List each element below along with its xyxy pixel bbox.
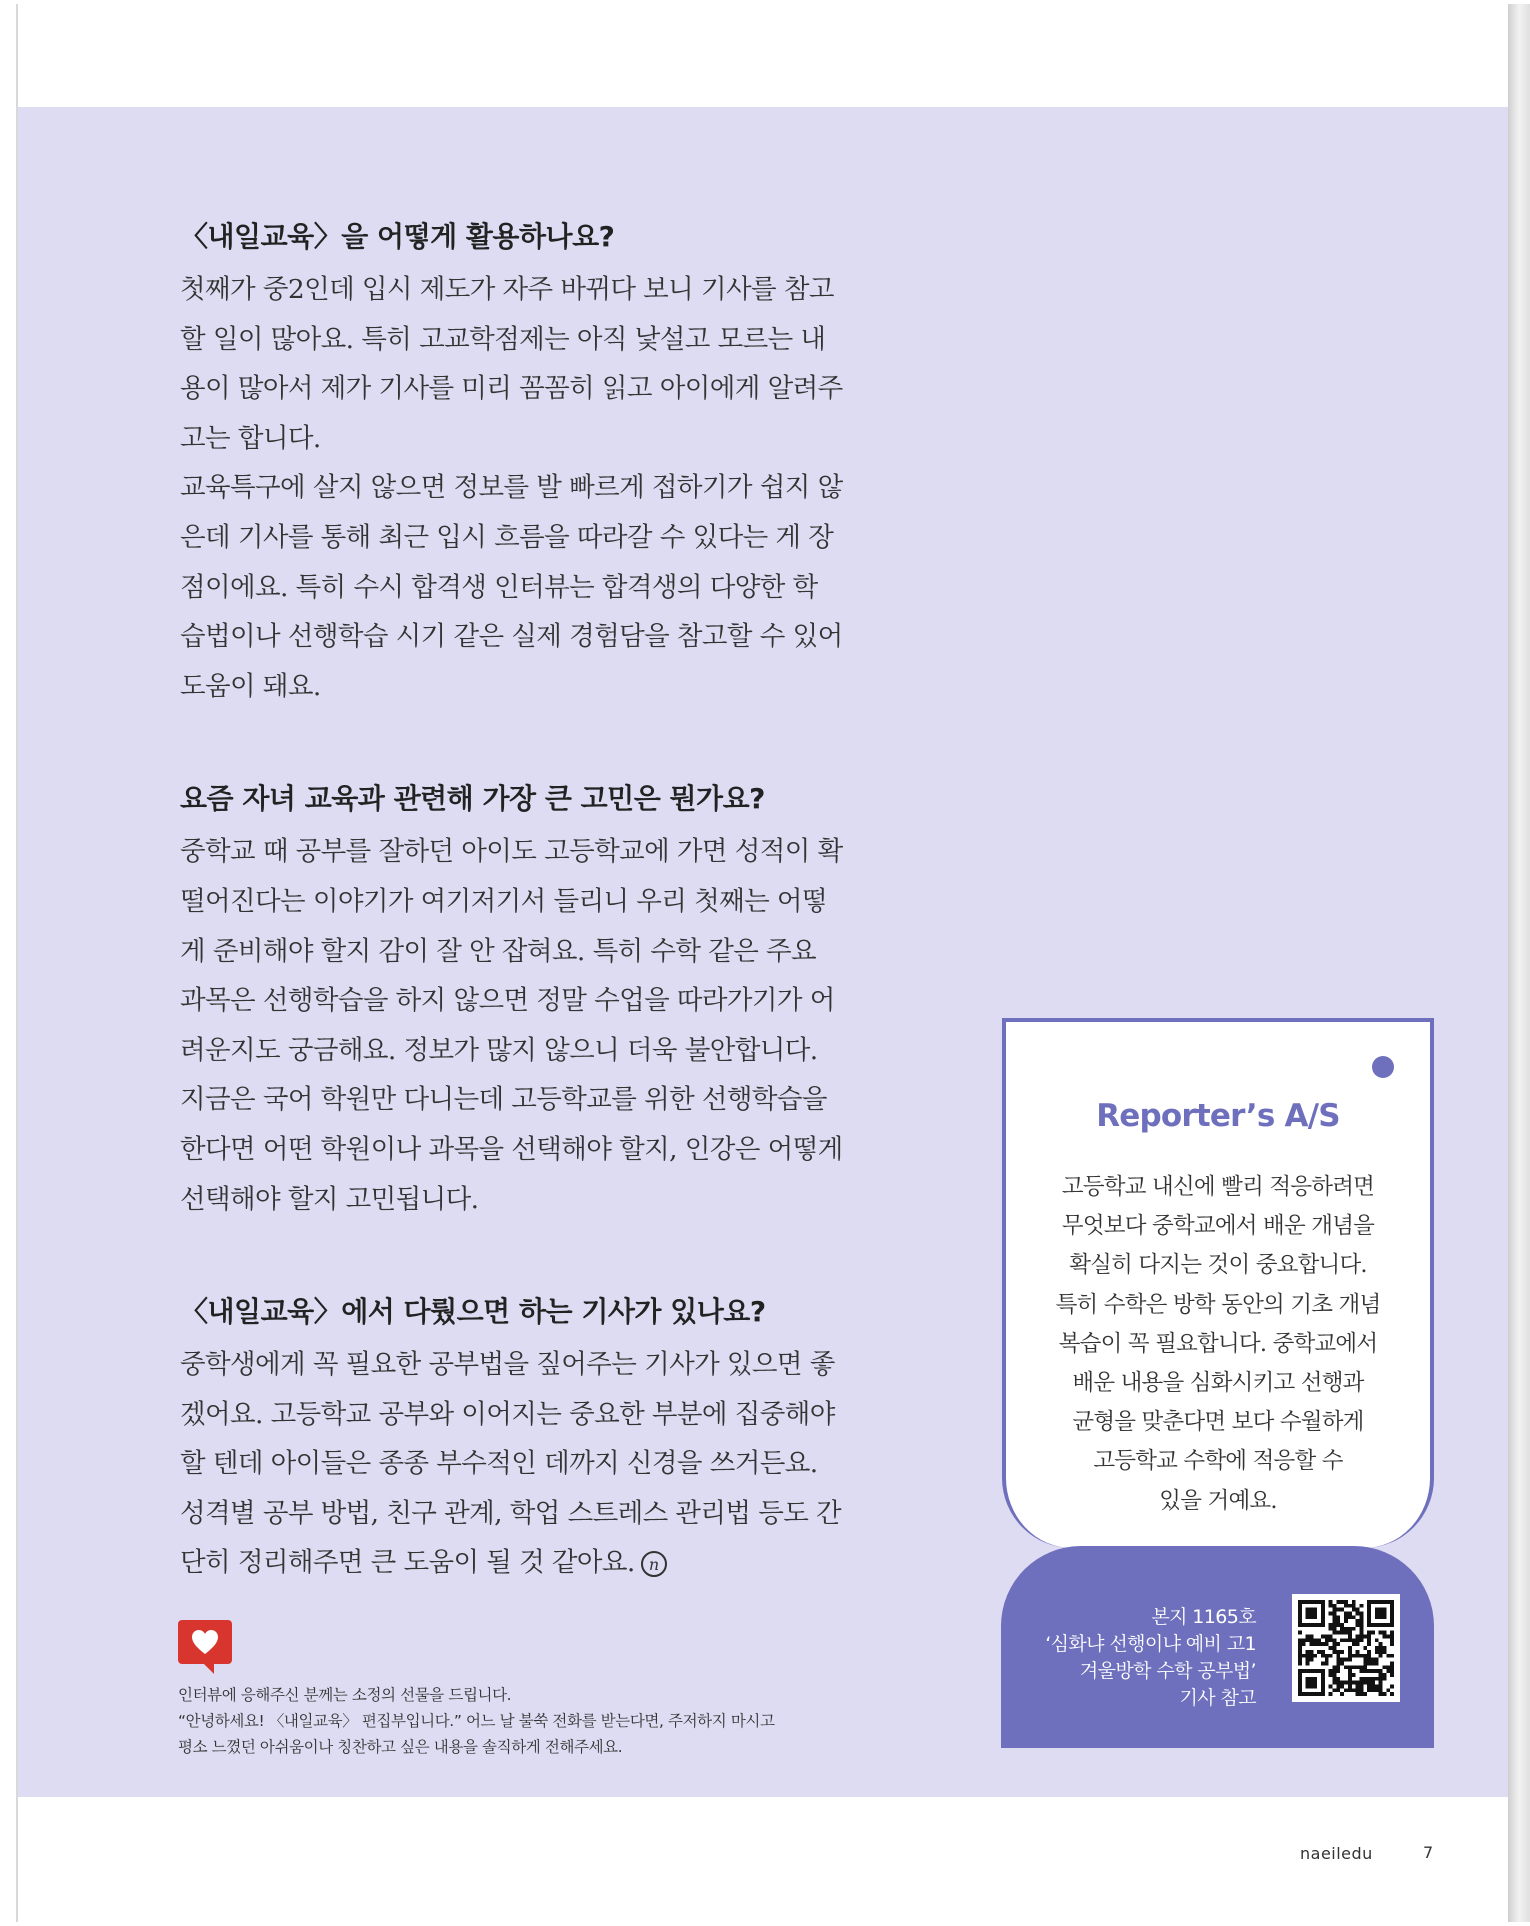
as-body-line: 고등학교 수학에 적응할 수 — [1093, 1448, 1343, 1475]
reference-line: 기사 참고 — [1179, 1687, 1256, 1709]
heart-icon — [178, 1620, 232, 1664]
answer-1-line-3: 용이 많아서 제가 기사를 미리 꼼꼼히 읽고 아이에게 알려주 — [180, 373, 843, 405]
answer-1-line-9: 도움이 돼요. — [180, 670, 321, 702]
as-body-line: 복습이 꼭 필요합니다. 중학교에서 — [1058, 1330, 1378, 1357]
as-body-line: 균형을 맞춘다면 보다 수월하게 — [1072, 1409, 1364, 1436]
answer-3-line-2: 겠어요. 고등학교 공부와 이어지는 중요한 부분에 집중해야 — [180, 1398, 835, 1430]
interview-column — [180, 215, 850, 1588]
answer-2-line-7: 한다면 어떤 학원이나 과목을 선택해야 할지, 인강은 어떻게 — [180, 1133, 843, 1165]
answer-2-line-2: 떨어진다는 이야기가 여기저기서 들리니 우리 첫째는 어떻 — [180, 885, 827, 917]
qr-code-icon[interactable] — [1292, 1594, 1400, 1702]
answer-3-line-3: 할 텐데 아이들은 종종 부수적인 데까지 신경을 쓰거든요. — [180, 1448, 818, 1480]
reporter-as-card — [1002, 1018, 1434, 1548]
end-mark-icon: n — [641, 1551, 667, 1577]
reference-line: ‘심화냐 선행이냐 예비 고1 — [1045, 1633, 1256, 1655]
reporter-as-body — [1006, 1168, 1430, 1521]
reference-box — [1001, 1546, 1434, 1748]
page-number: 7 — [1423, 1843, 1434, 1862]
answer-2-line-1: 중학교 때 공부를 잘하던 아이도 고등학교에 가면 성적이 확 — [180, 836, 843, 868]
qa-block-2 — [180, 777, 850, 1224]
reference-line: 겨울방학 수학 공부법’ — [1079, 1660, 1256, 1682]
qa-block-3 — [180, 1290, 850, 1588]
notice-line-2: “안녕하세요! 〈내일교육〉 편집부입니다.” 어느 날 불쑥 전화를 받는다면, 주저하지 마시고 — [178, 1712, 775, 1730]
answer-1-line-7: 점이에요. 특히 수시 합격생 인터뷰는 합격생의 다양한 학 — [180, 571, 818, 603]
answer-1-line-2: 할 일이 많아요. 특히 고교학점제는 아직 낯설고 모르는 내 — [180, 323, 826, 355]
as-body-line: 있을 거예요. — [1159, 1487, 1277, 1514]
answer-3-line-1: 중학생에게 꼭 필요한 공부법을 짚어주는 기사가 있으면 좋 — [180, 1349, 835, 1381]
as-body-line: 특히 수학은 방학 동안의 기초 개념 — [1055, 1291, 1381, 1318]
answer-3-line-5-text: 단히 정리해주면 큰 도움이 될 것 같아요. — [180, 1547, 635, 1579]
answer-2-line-6: 지금은 국어 학원만 다니는데 고등학교를 위한 선행학습을 — [180, 1084, 827, 1116]
answer-1-line-4: 고는 합니다. — [180, 422, 321, 454]
answer-2-line-3: 게 준비해야 할지 감이 잘 안 잡혀요. 특히 수학 같은 주요 — [180, 935, 817, 967]
answer-1-line-1: 첫째가 중2인데 입시 제도가 자주 바뀌다 보니 기사를 참고 — [180, 274, 834, 305]
answer-3-line-4: 성격별 공부 방법, 친구 관계, 학업 스트레스 관리법 등도 간 — [180, 1497, 842, 1529]
answer-1-line-6: 은데 기사를 통해 최근 입시 흐름을 따라갈 수 있다는 게 장 — [180, 521, 834, 553]
as-body-line: 고등학교 내신에 빨리 적응하려면 — [1061, 1174, 1375, 1200]
as-body-line: 확실히 다지는 것이 중요합니다. — [1069, 1252, 1367, 1279]
page-edge — [1508, 4, 1530, 1922]
answer-1-line-8: 습법이나 선행학습 시기 같은 실제 경험담을 참고할 수 있어 — [180, 621, 843, 653]
reporter-as-title: Reporter’s A/S — [1096, 1098, 1340, 1134]
notice-line-1: 인터뷰에 응해주신 분께는 소정의 선물을 드립니다. — [178, 1686, 512, 1704]
answer-1-line-5: 교육특구에 살지 않으면 정보를 발 빠르게 접하기가 쉽지 않 — [180, 472, 843, 504]
as-body-line: 무엇보다 중학교에서 배운 개념을 — [1061, 1213, 1375, 1240]
reference-text — [1045, 1604, 1256, 1712]
qa-block-1 — [180, 215, 850, 711]
question-3: 〈내일교육〉에서 다뤘으면 하는 기사가 있나요? — [180, 1295, 766, 1329]
answer-3-line-5 — [180, 1538, 850, 1588]
question-1: 〈내일교육〉을 어떻게 활용하나요? — [180, 220, 615, 253]
footer-brand: naeiledu — [1300, 1844, 1373, 1863]
dot-icon — [1372, 1056, 1394, 1078]
question-2: 요즘 자녀 교육과 관련해 가장 큰 고민은 뭔가요? — [180, 782, 765, 816]
answer-2-line-5: 려운지도 궁금해요. 정보가 많지 않으니 더욱 불안합니다. — [180, 1034, 818, 1066]
answer-2-line-4: 과목은 선행학습을 하지 않으면 정말 수업을 따라가기가 어 — [180, 985, 835, 1017]
answer-2-line-8: 선택해야 할지 고민됩니다. — [180, 1183, 479, 1215]
notice-line-3: 평소 느꼈던 아쉬움이나 칭찬하고 싶은 내용을 솔직하게 전해주세요. — [178, 1738, 623, 1756]
as-body-line: 배운 내용을 심화시키고 선행과 — [1072, 1370, 1364, 1397]
reference-line: 본지 1165호 — [1151, 1606, 1256, 1628]
interview-notice — [178, 1620, 878, 1760]
